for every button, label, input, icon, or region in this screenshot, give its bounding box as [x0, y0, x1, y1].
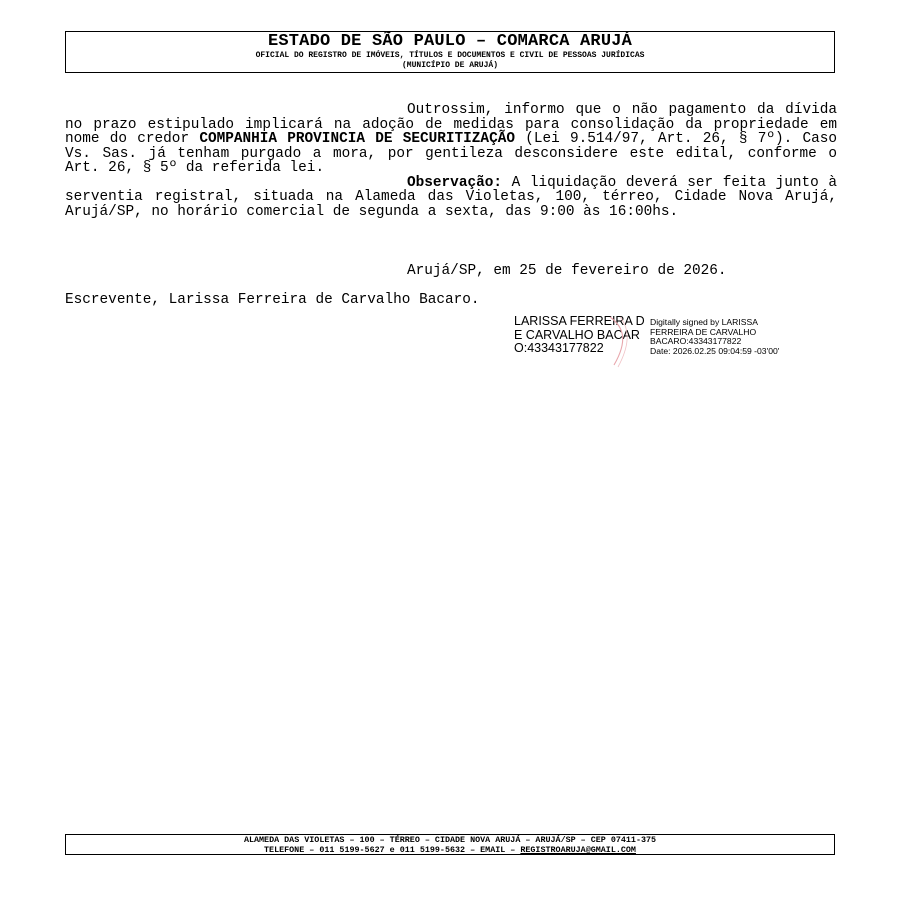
signature-signed-by: Digitally signed by LARISSA FERREIRA DE CARVALHO BACARO:43343177822 [650, 317, 758, 347]
header-subtitle: OFICIAL DO REGISTRO DE IMÓVEIS, TÍTULOS E DOCUMENTOS E CIVIL DE PESSOAS JURÍDICAS [255, 51, 645, 60]
signature-date: Date: 2026.02.25 09:04:59 -03'00' [650, 345, 780, 356]
date-line: Arujá/SP, em 25 de fevereiro de 2026. [407, 263, 727, 279]
digital-signature [512, 315, 802, 375]
paragraph-non-payment [65, 103, 837, 176]
signature-details [650, 318, 800, 356]
footer-phone: TELEFONE – 011 5199-5627 e 011 5199-5632 – EMAIL – [264, 845, 521, 855]
creditor-name: COMPANHIA PROVINCIA DE SECURITIZAÇÃO [199, 131, 515, 147]
footer-contact [66, 845, 834, 855]
document-body [65, 103, 837, 219]
footer-email-link[interactable]: REGISTROARUJA@GMAIL.COM [520, 845, 636, 855]
header-title: ESTADO DE SÃO PAULO – COMARCA ARUJÁ [267, 32, 633, 51]
paragraph-end-text: (Lei 9.514/97, Art. 26, § 7º). Caso Vs. Sas. já tenham purgado a mora, por gentileza desconsidere este edital, conforme o Art. 26, § 5º da referida lei. [65, 131, 838, 176]
paragraph-observation [65, 176, 837, 220]
document-footer [65, 834, 835, 855]
escrevente-line: Escrevente, Larissa Ferreira de Carvalho Bacaro. [65, 292, 480, 308]
signature-flourish-icon [606, 315, 636, 370]
observation-label: Observação: [407, 174, 502, 191]
signature-name: LARISSA FERREIRA DE CARVALHO BACARO:43343177822 [514, 314, 645, 355]
document-header [65, 31, 835, 73]
header-municipality: (MUNICÍPIO DE ARUJÁ) [401, 61, 498, 70]
paragraph-start-text: Outrossim, informo que o não pagamento da dívida no prazo estipulado implicará na adoção de medidas para consolidação da propriedade em nome do credor [65, 102, 837, 147]
observation-text: A liquidação deverá ser feita junto à serventia registral, situada na Alameda das Violetas, 100, térreo, Cidade Nova Arujá, Arujá/SP, no horário comercial de segunda a sexta, das 9:00 às 16:00hs. [65, 174, 837, 220]
footer-address: ALAMEDA DAS VIOLETAS – 100 – TÉRREO – CIDADE NOVA ARUJÁ – ARUJÁ/SP – CEP 07411-375 [243, 835, 657, 845]
